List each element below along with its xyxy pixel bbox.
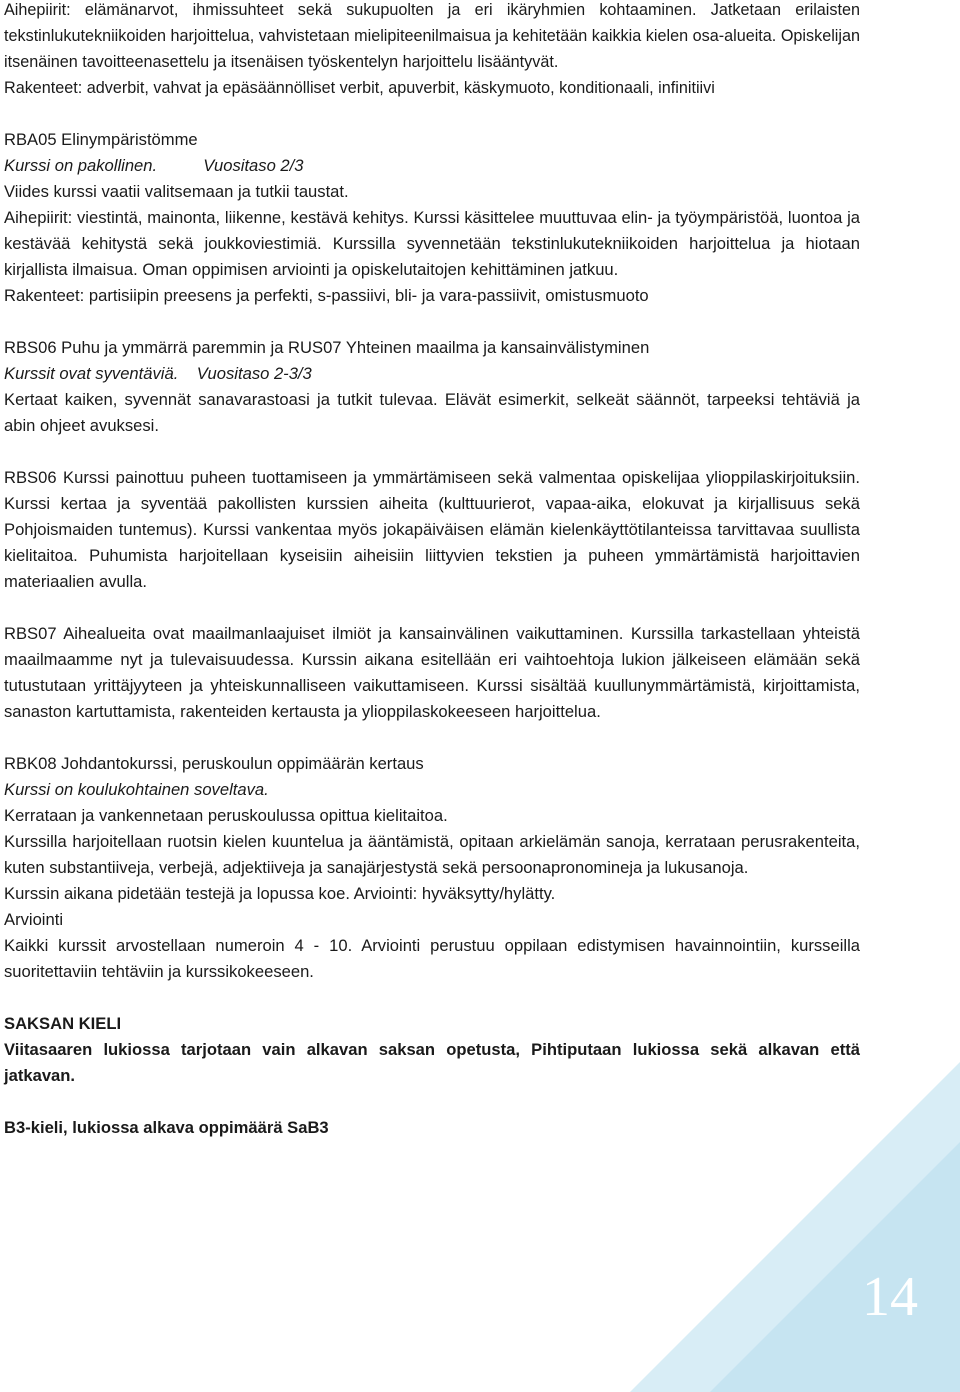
saksa-text: Viitasaaren lukiossa tarjotaan vain alkavan saksan opetusta, Pihtiputaan lukiossa sekä alkavan että jatkavan.: [4, 1040, 860, 1085]
course-type-note: Kurssit ovat syventäviä.: [4, 364, 179, 383]
course-title-rba05: RBA05 Elinympäristömme: [4, 130, 198, 149]
document-body: [4, 0, 860, 1141]
course-type-rbk08: Kurssi on koulukohtainen soveltava.: [4, 780, 269, 799]
course-year-level: Vuositaso 2/3: [203, 156, 304, 175]
paragraph-rakenteet: Rakenteet: adverbit, vahvat ja epäsäännölliset verbit, apuverbit, käskymuoto, konditionaali, infinitiivi: [4, 79, 715, 97]
section-heading-saksan-kieli: SAKSAN KIELI: [4, 1014, 122, 1033]
course-year-level: Vuositaso 2-3/3: [196, 364, 312, 383]
course-line-rbk08-1: Kerrataan ja vankennetaan peruskoulussa opittua kielitaitoa.: [4, 806, 448, 825]
course-line-rbk08-2: Kurssilla harjoitellaan ruotsin kielen kuuntelua ja ääntämistä, opitaan arkielämän sanoja, kerrataan perusrakenteita, kuten substantiiveja, verbejä, adjektiiveja ja sanajärjestystä sekä persoonapronomineja ja lukusanoja.: [4, 832, 860, 877]
course-mandatory-note: Kurssi on pakollinen.: [4, 156, 158, 175]
course-requirement: Viides kurssi vaatii valitsemaan ja tutkii taustat.: [4, 182, 349, 201]
arviointi-text: Kaikki kurssit arvostellaan numeroin 4 - 10. Arviointi perustuu oppilaan edistymisen havainnointiin, kursseilla suoritettaviin tehtäviin ja kurssikokeeseen.: [4, 936, 860, 981]
paragraph-aihepiirit: Aihepiirit: elämänarvot, ihmissuhteet sekä sukupuolten ja eri ikäryhmien kohtaaminen. Jatketaan erilaisten tekstinlukutekniikoiden harjoittelua, vahvistetaan mielipiteenilmaisua ja kehitetään kaikkia kielen osa-alueita. Opiskelijan itsenäinen tavoitteenasettelu ja itsenäisen työskentelyn harjoittelu lisääntyvät.: [4, 1, 860, 71]
course-meta-rbs06-rus07: [4, 361, 860, 387]
course-intro-rbs06-rus07: Kertaat kaiken, syvennät sanavarastoasi ja tutkit tulevaa. Elävät esimerkit, selkeät säännöt, tarpeeksi tehtäviä ja abin ohjeet avuksesi.: [4, 390, 860, 435]
course-meta-rba05: [4, 153, 860, 179]
saksa-b3-heading: B3-kieli, lukiossa alkava oppimäärä SaB3: [4, 1118, 329, 1137]
section-heading-arviointi: Arviointi: [4, 910, 64, 929]
course-title-rbk08: RBK08 Johdantokurssi, peruskoulun oppimäärän kertaus: [4, 754, 424, 773]
course-description-rbs06: RBS06 Kurssi painottuu puheen tuottamiseen ja ymmärtämiseen sekä valmentaa opiskelijaa ylioppilaskirjoituksiin. Kurssi kertaa ja syventää pakollisten kurssien aiheita (kulttuurierot, vapaa-aika, elokuvat ja kirjallisuus sekä Pohjoismaiden tuntemus). Kurssi vankentaa myös jokapäiväisen elämän kielenkäyttötilanteissa tarvittavaa suullista kielitaitoa. Puhumista harjoitellaan kyseisiin aiheisiin liittyvien tekstien ja puheen ymmärtämistä harjoittavien materiaalien avulla.: [4, 468, 860, 591]
course-title-rbs06-rus07: RBS06 Puhu ja ymmärrä paremmin ja RUS07 Yhteinen maailma ja kansainvälistyminen: [4, 338, 650, 357]
course-description-rba05: Aihepiirit: viestintä, mainonta, liikenne, kestävä kehitys. Kurssi käsittelee muuttuvaa elin- ja työympäristöä, luontoa ja kestävää kehitystä sekä joukkoviestimiä. Kurssilla syvennetään tekstinlukutekniikoiden harjoittelua ja hiotaan kirjallista ilmaisua. Oman oppimisen arviointi ja opiskelutaitojen kehittäminen jatkuu.: [4, 208, 860, 279]
course-structures-rba05: Rakenteet: partisiipin preesens ja perfekti, s-passiivi, bli- ja vara-passiivit, omistusmuoto: [4, 286, 649, 305]
course-line-rbk08-3: Kurssin aikana pidetään testejä ja lopussa koe. Arviointi: hyväksytty/hylätty.: [4, 884, 556, 903]
page-number: 14: [862, 1266, 918, 1328]
course-description-rbs07: RBS07 Aihealueita ovat maailmanlaajuiset ilmiöt ja kansainvälinen vaikuttaminen. Kurssilla tarkastellaan yhteistä maailmaamme nyt ja tulevaisuudessa. Kurssin aikana esitellään eri vaihtoehtoja lukion jälkeiseen elämään sekä tutustutaan yrittäjyyteen ja yhteiskunnalliseen vaikuttamiseen. Kurssi sisältää kuullunymmärtämistä, kirjoittamista, sanaston kartuttamista, rakenteiden kertausta ja ylioppilaskokeeseen harjoittelua.: [4, 624, 860, 721]
